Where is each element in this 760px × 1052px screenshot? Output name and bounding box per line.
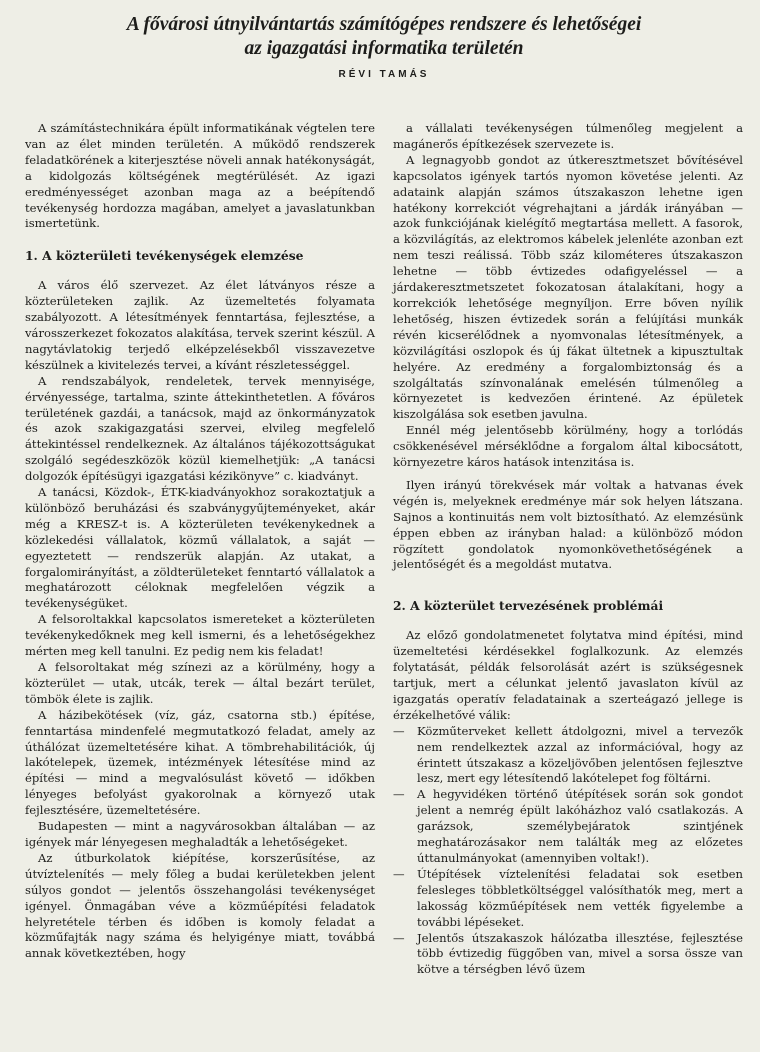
list-item: — Közműterveket kellett átdolgozni, mivel a tervezők nem rendelkeztek azzal az információval, hogy az érintett útszakasz a közeljövőben jelentősen fejlesztve lesz, mert egy létesítendő lakótelepet fog föltárni.	[393, 724, 743, 788]
problem-list	[393, 724, 743, 979]
paragraph: a vállalati tevékenységen túlmenőleg megjelent a magánerős építkezések szervezete is.	[393, 121, 743, 151]
list-item: — A hegyvidéken történő útépítések során sok gondot jelent a nemrég épült lakóházhoz való csatlakozás. A garázsok, személybejáratok szintjének meghatározásakor nem találták meg az előzetes úttanulmányokat (amennyiben voltak!).	[393, 787, 743, 867]
paragraph: A rendszabályok, rendeletek, tervek mennyisége, érvényessége, tartalma, szinte áttekinthetetlen. A főváros területének gazdái, a tanácsok, majd az önkormányzatok és azok szakigazgatási szervei, elvileg megfelelő áttekintéssel rendelkeznek. Az általános tájékozottságukat szolgáló segédeszközök közül kiemelhetjük: „A tanácsi dolgozók építésügyi igazgatási kézikönyve” c. kiadványt.	[25, 373, 375, 484]
section-heading-2: 2. A közterület tervezésének problémái	[393, 598, 664, 614]
title-line-2: az igazgatási informatika területén	[244, 38, 524, 59]
paragraph: Budapesten — mint a nagyvárosokban általában — az igények már lényegesen meghaladták a lehetőségeket.	[25, 819, 375, 849]
list-item: — Útépítések víztelenítési feladatai sok esetben felesleges többletköltséggel valósíthatók meg, mert a lakosság közműépítések nem vették figyelembe a további lépéseket.	[393, 867, 743, 931]
paragraph: A felsoroltakkal kapcsolatos ismereteket a közterületen tevékenykedőknek meg kell ismerni, és a lehetőségekhez mérten meg kell tanulni. Ez pedig nem kis feladat!	[25, 612, 375, 659]
paragraph: Az útburkolatok kiépítése, korszerűsítése, az útvíztelenítés — mely főleg a budai kerületekben jelent súlyos gondot — jelentős összehangolási tevékenységet igényel. Önmagában véve a közműépítési feladatok helyretétele térben és időben is komoly feladat a közműfajták nagy száma és helyigénye miatt, továbbá annak következtében, hogy	[25, 850, 375, 961]
right-column	[393, 121, 743, 978]
paragraph: A város élő szervezet. Az élet látványos része a közterületeken zajlik. Az üzemeltetés folyamata szabályozott. A létesítmények fenntartása, fejlesztése, a városszerkezet fokozatos alakítása, tervek szerint készül. A nagytávlatokig terjedő elképzelésekből visszavezetve készülnek a kivitelezés tervei, a kívánt részletességgel.	[25, 278, 375, 372]
left-column	[25, 121, 375, 978]
title-line-1: A fővárosi útnyilvántartás számítógépes rendszere és lehetőségei	[126, 14, 642, 35]
paragraph: A felsoroltakat még színezi az a körülmény, hogy a közterület — utak, utcák, terek — által bezárt terület, tömbök élete is zajlik.	[25, 660, 375, 706]
paragraph: Ennél még jelentősebb körülmény, hogy a torlódás csökkenésével mérséklődne a forgalom által kibocsátott, környezetre káros hatások intenzitása is.	[393, 423, 743, 470]
list-item: — Jelentős útszakaszok hálózatba illesztése, fejlesztése több évtizedig függőben van, mivel a sorsa össze van kötve a térségben lévő üzem	[393, 931, 743, 979]
intro-paragraph-2: Az előző gondolatmenetet folytatva mind építési, mind üzemeltetési kérdésekkel foglalkozunk. Az elemzés folytatását, példák felsorolását azért is szükségesnek tartjuk, mert a célunkat jelentő javaslaton kívül az igazgatás operatív feladatainak a szerteágazó jellege is érzékelhetővé válik:	[393, 628, 743, 722]
paragraph: A házibekötések (víz, gáz, csatorna stb.) építése, fenntartása mindenfelé megmutatkozó feladat, amely az úthálózat üzemeltetésére kihat. A tömbrehabilitációk, új lakótelepek, üzemek, intézmények létesítése mind az építési — mind a megvalósulást követő — időkben lényeges befolyást gyakorolnak a környező utak fejlesztésére, üzemeltetésére.	[25, 707, 375, 818]
article-body	[25, 121, 743, 978]
paragraph: Ilyen irányú törekvések már voltak a hatvanas évek végén is, melyeknek eredménye már sok helyen látszana. Sajnos a kontinuitás nem volt biztosítható. Az elemzésünk éppen ebben az irányban halad: a különböző módon rögzített gondolatok nyomonkövethetőségének a jelentőségét és a megoldást mutatva.	[393, 477, 743, 572]
article-title	[25, 0, 743, 61]
intro-paragraph: A számítástechnikára épült informatikának végtelen tere van az élet minden területén. A működő rendszerek feladatkörének a kiterjesztése növeli annak hatékonyságát, a kidolgozás költségének megtérülését. Az igazi eredményességet azonban maga az a beépítendő tevékenység hordozza magában, amelyet a javaslatunkban ismertetünk.	[25, 121, 375, 231]
paragraph: A legnagyobb gondot az útkeresztmetszet bővítésével kapcsolatos igények tartós nyomon követése jelenti. Az adataink alapján számos útszakaszon lehetne igen hatékony korrekciót végrehajtani a járdák irányában — azok funkciójának kielégítő megtartása mellett. A fasorok, a közvilágítás, az elektromos kábelek jelenléte azonban ezt nem teszi reálissá. Több száz kilométeres útszakaszon lehetne — több évtizedes odafigyeléssel — a járdakeresztmetszetet fokozatosan átalakítani, hogy a korrekciók lehetősége megnyíljon. Erre bőven nyílik lehetőség, hiszen évtizedek során a felújítási munkák révén kicserélődnek a nyomvonalas létesítmények, a közvilágítási oszlopok és új fákat ültetnek a kipusztultak helyére. Az eredmény a forgalombiztonság és a szolgáltatás színvonalának emelésén túlmenőleg a környezetet is kedvezően érintené. Az épületek kiszolgálása sok esetben javulna.	[393, 152, 743, 422]
author: RÉVI TAMÁS	[338, 69, 430, 80]
paragraph: A tanácsi, Közdok-, ÉTK-kiadványokhoz sorakoztatjuk a különböző beruházási és szabványgyűjteményeket, akár még a KRESZ-t is. A közterületen tevékenykednek a közlekedési vállalatok, közmű vállalatok, a saját — egyeztetett — rendszerük alapján. Az utakat, a forgalomirányítást, a zöldterületeket fenntartó vállalatok a meghatározott céloknak megfelelően végzik a tevékenységüket.	[25, 485, 375, 611]
section-heading-1: 1. A közterületi tevékenységek elemzése	[25, 248, 304, 264]
